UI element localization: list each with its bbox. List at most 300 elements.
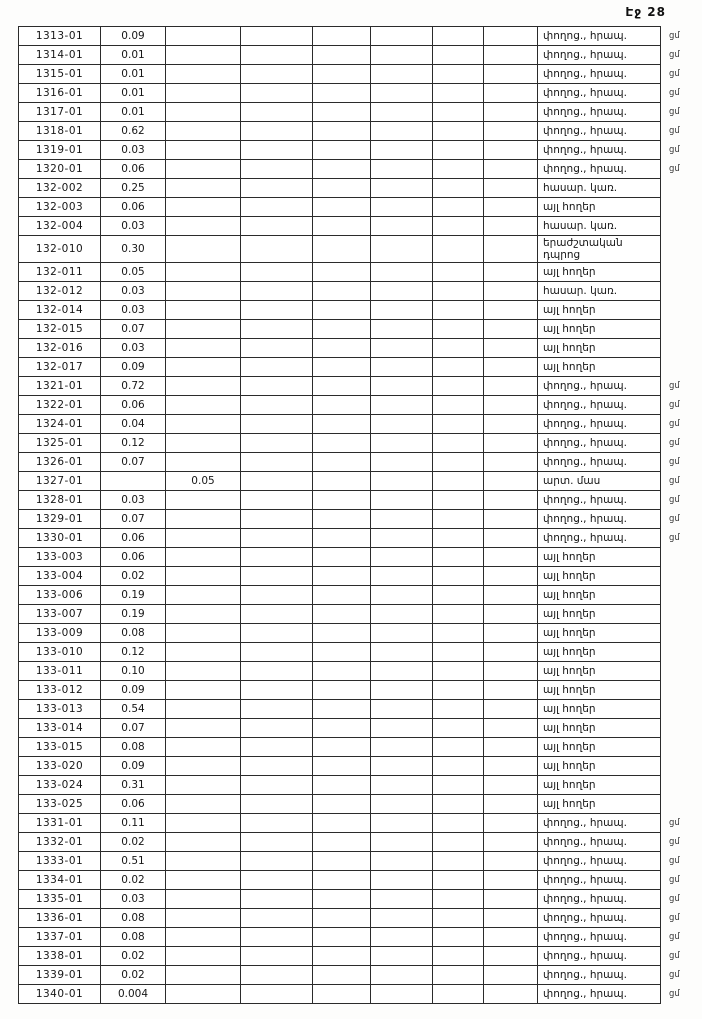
cell-empty-5 bbox=[484, 738, 538, 757]
cell-empty-3 bbox=[371, 947, 433, 966]
cell-area-value-alt bbox=[166, 491, 241, 510]
cell-parcel-code: 1328-01 bbox=[19, 491, 101, 510]
cell-empty-5 bbox=[484, 947, 538, 966]
cell-empty-2 bbox=[313, 738, 371, 757]
cell-land-use: փողոց., հրապ. bbox=[538, 434, 661, 453]
table-row bbox=[19, 27, 701, 46]
cell-area-value-alt bbox=[166, 434, 241, 453]
cell-parcel-code: 133-013 bbox=[19, 700, 101, 719]
table-row bbox=[19, 198, 701, 217]
cell-land-use: այլ հողեր bbox=[538, 719, 661, 738]
cell-empty-4 bbox=[433, 320, 484, 339]
cell-empty-1 bbox=[241, 472, 313, 491]
cell-empty-5 bbox=[484, 529, 538, 548]
cell-empty-4 bbox=[433, 160, 484, 179]
table-row bbox=[19, 472, 701, 491]
cell-land-use: հասար. կառ. bbox=[538, 179, 661, 198]
cell-area-value: 0.07 bbox=[101, 510, 166, 529]
cell-empty-2 bbox=[313, 567, 371, 586]
cell-land-use: այլ հողեր bbox=[538, 643, 661, 662]
cell-area-value: 0.01 bbox=[101, 65, 166, 84]
cell-empty-5 bbox=[484, 103, 538, 122]
cell-area-value: 0.09 bbox=[101, 358, 166, 377]
cell-empty-1 bbox=[241, 909, 313, 928]
cell-empty-1 bbox=[241, 567, 313, 586]
cell-land-use: փողոց., հրապ. bbox=[538, 453, 661, 472]
cell-land-use: փողոց., հրապ. bbox=[538, 947, 661, 966]
cell-empty-2 bbox=[313, 320, 371, 339]
cell-area-value: 0.02 bbox=[101, 966, 166, 985]
cell-empty-1 bbox=[241, 415, 313, 434]
table-row bbox=[19, 236, 701, 263]
cell-area-value: 0.12 bbox=[101, 643, 166, 662]
cell-empty-1 bbox=[241, 624, 313, 643]
cell-empty-1 bbox=[241, 198, 313, 217]
cell-parcel-code: 133-006 bbox=[19, 586, 101, 605]
margin-note: ցմ bbox=[669, 69, 680, 79]
cell-empty-2 bbox=[313, 795, 371, 814]
table-row bbox=[19, 415, 701, 434]
cell-empty-5 bbox=[484, 833, 538, 852]
cell-empty-3 bbox=[371, 320, 433, 339]
cell-area-value: 0.03 bbox=[101, 491, 166, 510]
cell-area-value: 0.03 bbox=[101, 217, 166, 236]
margin-note bbox=[661, 567, 701, 586]
table-row bbox=[19, 320, 701, 339]
cell-parcel-code: 1315-01 bbox=[19, 65, 101, 84]
cell-empty-5 bbox=[484, 795, 538, 814]
cell-empty-4 bbox=[433, 738, 484, 757]
cell-area-value-alt bbox=[166, 814, 241, 833]
table-row bbox=[19, 624, 701, 643]
cell-empty-4 bbox=[433, 529, 484, 548]
cell-empty-5 bbox=[484, 985, 538, 1004]
cell-land-use: այլ հողեր bbox=[538, 757, 661, 776]
cell-empty-5 bbox=[484, 160, 538, 179]
cell-empty-2 bbox=[313, 217, 371, 236]
cell-empty-4 bbox=[433, 871, 484, 890]
cell-area-value-alt bbox=[166, 415, 241, 434]
cell-empty-4 bbox=[433, 643, 484, 662]
cell-area-value-alt bbox=[166, 103, 241, 122]
margin-note bbox=[661, 700, 701, 719]
table-row bbox=[19, 833, 701, 852]
table-row bbox=[19, 46, 701, 65]
cell-parcel-code: 133-004 bbox=[19, 567, 101, 586]
cell-empty-1 bbox=[241, 282, 313, 301]
cell-empty-3 bbox=[371, 491, 433, 510]
cell-empty-5 bbox=[484, 282, 538, 301]
cell-empty-1 bbox=[241, 548, 313, 567]
cell-parcel-code: 1334-01 bbox=[19, 871, 101, 890]
cell-empty-1 bbox=[241, 662, 313, 681]
table-row bbox=[19, 871, 701, 890]
cell-empty-1 bbox=[241, 217, 313, 236]
cell-empty-4 bbox=[433, 719, 484, 738]
cell-empty-2 bbox=[313, 624, 371, 643]
margin-note bbox=[661, 662, 701, 681]
table-row bbox=[19, 510, 701, 529]
cell-empty-1 bbox=[241, 160, 313, 179]
cell-empty-2 bbox=[313, 776, 371, 795]
cell-empty-1 bbox=[241, 947, 313, 966]
cell-land-use: այլ հողեր bbox=[538, 586, 661, 605]
cell-area-value-alt bbox=[166, 141, 241, 160]
cell-area-value: 0.08 bbox=[101, 738, 166, 757]
cell-parcel-code: 133-007 bbox=[19, 605, 101, 624]
cell-parcel-code: 132-014 bbox=[19, 301, 101, 320]
cell-empty-4 bbox=[433, 776, 484, 795]
cell-empty-1 bbox=[241, 719, 313, 738]
cell-parcel-code: 132-015 bbox=[19, 320, 101, 339]
cell-empty-1 bbox=[241, 795, 313, 814]
cell-empty-3 bbox=[371, 890, 433, 909]
cell-land-use: այլ հողեր bbox=[538, 198, 661, 217]
margin-note bbox=[661, 757, 701, 776]
cell-empty-4 bbox=[433, 65, 484, 84]
margin-note: ցմ bbox=[669, 495, 680, 505]
cell-empty-5 bbox=[484, 757, 538, 776]
margin-note: ցմ bbox=[669, 107, 680, 117]
cell-empty-5 bbox=[484, 396, 538, 415]
cell-area-value: 0.12 bbox=[101, 434, 166, 453]
cell-land-use: փողոց., հրապ. bbox=[538, 890, 661, 909]
cell-empty-2 bbox=[313, 122, 371, 141]
cell-land-use: փողոց., հրապ. bbox=[538, 27, 661, 46]
cell-empty-4 bbox=[433, 358, 484, 377]
cell-area-value: 0.08 bbox=[101, 909, 166, 928]
cell-land-use: հասար. կառ. bbox=[538, 217, 661, 236]
cell-empty-1 bbox=[241, 510, 313, 529]
cell-land-use: այլ հողեր bbox=[538, 567, 661, 586]
table-row bbox=[19, 434, 701, 453]
cell-land-use: փողոց., հրապ. bbox=[538, 928, 661, 947]
cell-empty-1 bbox=[241, 966, 313, 985]
cell-parcel-code: 1330-01 bbox=[19, 529, 101, 548]
cell-parcel-code: 132-016 bbox=[19, 339, 101, 358]
margin-note: ցմ bbox=[669, 875, 680, 885]
cell-empty-2 bbox=[313, 605, 371, 624]
cell-area-value: 0.03 bbox=[101, 301, 166, 320]
cell-parcel-code: 132-004 bbox=[19, 217, 101, 236]
cell-empty-1 bbox=[241, 65, 313, 84]
cell-empty-1 bbox=[241, 871, 313, 890]
cell-land-use: այլ հողեր bbox=[538, 662, 661, 681]
margin-note: ցմ bbox=[669, 913, 680, 923]
margin-note: ցմ bbox=[669, 970, 680, 980]
cell-empty-2 bbox=[313, 890, 371, 909]
cell-area-value-alt bbox=[166, 966, 241, 985]
cell-empty-2 bbox=[313, 491, 371, 510]
cell-parcel-code: 1313-01 bbox=[19, 27, 101, 46]
table-row bbox=[19, 643, 701, 662]
cell-area-value-alt bbox=[166, 605, 241, 624]
cell-empty-3 bbox=[371, 377, 433, 396]
cell-area-value-alt bbox=[166, 681, 241, 700]
cell-parcel-code: 1314-01 bbox=[19, 46, 101, 65]
table-row bbox=[19, 909, 701, 928]
cell-empty-4 bbox=[433, 103, 484, 122]
cell-empty-5 bbox=[484, 776, 538, 795]
cell-empty-1 bbox=[241, 605, 313, 624]
cell-empty-5 bbox=[484, 643, 538, 662]
cell-area-value-alt bbox=[166, 757, 241, 776]
cell-area-value-alt bbox=[166, 46, 241, 65]
cell-empty-2 bbox=[313, 814, 371, 833]
cell-parcel-code: 133-010 bbox=[19, 643, 101, 662]
cell-area-value: 0.25 bbox=[101, 179, 166, 198]
cell-area-value: 0.08 bbox=[101, 928, 166, 947]
cell-area-value: 0.01 bbox=[101, 103, 166, 122]
table-row bbox=[19, 396, 701, 415]
cell-empty-3 bbox=[371, 757, 433, 776]
margin-note bbox=[661, 339, 701, 358]
cell-empty-3 bbox=[371, 453, 433, 472]
cell-parcel-code: 1317-01 bbox=[19, 103, 101, 122]
cell-empty-1 bbox=[241, 852, 313, 871]
cell-empty-1 bbox=[241, 453, 313, 472]
cell-empty-5 bbox=[484, 377, 538, 396]
cell-empty-4 bbox=[433, 339, 484, 358]
cell-empty-2 bbox=[313, 396, 371, 415]
cell-empty-3 bbox=[371, 795, 433, 814]
cell-parcel-code: 1340-01 bbox=[19, 985, 101, 1004]
cell-empty-4 bbox=[433, 46, 484, 65]
table-row bbox=[19, 985, 701, 1004]
cell-parcel-code: 133-025 bbox=[19, 795, 101, 814]
margin-note bbox=[661, 776, 701, 795]
cell-empty-3 bbox=[371, 434, 433, 453]
cell-land-use: փողոց., հրապ. bbox=[538, 415, 661, 434]
cell-land-use: այլ հողեր bbox=[538, 320, 661, 339]
cell-area-value-alt bbox=[166, 282, 241, 301]
cell-area-value: 0.07 bbox=[101, 320, 166, 339]
cell-area-value-alt bbox=[166, 65, 241, 84]
cell-land-use: փողոց., հրապ. bbox=[538, 84, 661, 103]
cell-empty-3 bbox=[371, 301, 433, 320]
cell-area-value bbox=[101, 472, 166, 491]
cell-empty-3 bbox=[371, 814, 433, 833]
cell-empty-1 bbox=[241, 339, 313, 358]
cell-area-value: 0.05 bbox=[101, 263, 166, 282]
cell-area-value-alt bbox=[166, 985, 241, 1004]
margin-note: ցմ bbox=[669, 419, 680, 429]
cell-empty-2 bbox=[313, 415, 371, 434]
cell-empty-4 bbox=[433, 282, 484, 301]
cell-empty-2 bbox=[313, 236, 371, 263]
cell-empty-2 bbox=[313, 510, 371, 529]
cell-area-value-alt bbox=[166, 510, 241, 529]
cell-empty-2 bbox=[313, 700, 371, 719]
cell-empty-1 bbox=[241, 700, 313, 719]
table-row bbox=[19, 491, 701, 510]
cell-area-value: 0.09 bbox=[101, 27, 166, 46]
table-row bbox=[19, 122, 701, 141]
cell-empty-5 bbox=[484, 567, 538, 586]
cell-parcel-code: 1337-01 bbox=[19, 928, 101, 947]
cell-parcel-code: 1316-01 bbox=[19, 84, 101, 103]
cell-area-value-alt bbox=[166, 909, 241, 928]
cell-land-use: փողոց., հրապ. bbox=[538, 852, 661, 871]
cell-land-use: այլ հողեր bbox=[538, 795, 661, 814]
table-body bbox=[19, 27, 701, 1004]
cell-parcel-code: 1322-01 bbox=[19, 396, 101, 415]
cell-empty-2 bbox=[313, 339, 371, 358]
cell-empty-5 bbox=[484, 890, 538, 909]
cell-empty-1 bbox=[241, 141, 313, 160]
cell-empty-2 bbox=[313, 27, 371, 46]
cell-area-value: 0.07 bbox=[101, 719, 166, 738]
margin-note bbox=[661, 320, 701, 339]
cell-area-value: 0.09 bbox=[101, 681, 166, 700]
cell-empty-1 bbox=[241, 643, 313, 662]
cell-parcel-code: 132-017 bbox=[19, 358, 101, 377]
cell-empty-4 bbox=[433, 472, 484, 491]
cell-empty-4 bbox=[433, 141, 484, 160]
table-row bbox=[19, 719, 701, 738]
margin-note: ցմ bbox=[669, 145, 680, 155]
table-row bbox=[19, 377, 701, 396]
cell-area-value-alt bbox=[166, 776, 241, 795]
cell-empty-2 bbox=[313, 529, 371, 548]
cell-area-value: 0.07 bbox=[101, 453, 166, 472]
margin-note: ցմ bbox=[669, 894, 680, 904]
cell-empty-3 bbox=[371, 198, 433, 217]
cell-empty-5 bbox=[484, 301, 538, 320]
cell-area-value: 0.03 bbox=[101, 890, 166, 909]
cell-empty-3 bbox=[371, 643, 433, 662]
cell-empty-3 bbox=[371, 339, 433, 358]
cell-land-use: փողոց., հրապ. bbox=[538, 377, 661, 396]
cell-area-value: 0.02 bbox=[101, 833, 166, 852]
cell-empty-2 bbox=[313, 852, 371, 871]
cell-area-value: 0.01 bbox=[101, 84, 166, 103]
cell-area-value-alt bbox=[166, 217, 241, 236]
cell-empty-4 bbox=[433, 122, 484, 141]
margin-note: ցմ bbox=[669, 476, 680, 486]
cell-area-value-alt bbox=[166, 320, 241, 339]
cell-area-value-alt bbox=[166, 377, 241, 396]
cell-parcel-code: 1331-01 bbox=[19, 814, 101, 833]
cell-parcel-code: 1327-01 bbox=[19, 472, 101, 491]
cell-empty-2 bbox=[313, 103, 371, 122]
table-row bbox=[19, 928, 701, 947]
cell-empty-3 bbox=[371, 236, 433, 263]
cell-empty-5 bbox=[484, 179, 538, 198]
cell-parcel-code: 132-003 bbox=[19, 198, 101, 217]
cell-empty-5 bbox=[484, 65, 538, 84]
cell-empty-2 bbox=[313, 985, 371, 1004]
cell-empty-5 bbox=[484, 852, 538, 871]
margin-note: ցմ bbox=[669, 88, 680, 98]
cell-area-value-alt bbox=[166, 396, 241, 415]
cell-empty-2 bbox=[313, 947, 371, 966]
cell-area-value: 0.06 bbox=[101, 548, 166, 567]
cell-empty-1 bbox=[241, 46, 313, 65]
cell-empty-5 bbox=[484, 871, 538, 890]
cell-area-value-alt bbox=[166, 198, 241, 217]
cell-empty-4 bbox=[433, 217, 484, 236]
cell-empty-3 bbox=[371, 833, 433, 852]
cell-parcel-code: 1321-01 bbox=[19, 377, 101, 396]
cell-land-use: այլ հողեր bbox=[538, 681, 661, 700]
cell-empty-5 bbox=[484, 491, 538, 510]
cell-empty-4 bbox=[433, 236, 484, 263]
cell-empty-3 bbox=[371, 662, 433, 681]
cell-empty-2 bbox=[313, 358, 371, 377]
cell-empty-1 bbox=[241, 529, 313, 548]
margin-note: ցմ bbox=[669, 856, 680, 866]
cell-parcel-code: 133-011 bbox=[19, 662, 101, 681]
cell-empty-3 bbox=[371, 510, 433, 529]
cell-parcel-code: 133-014 bbox=[19, 719, 101, 738]
margin-note bbox=[661, 738, 701, 757]
cell-empty-1 bbox=[241, 491, 313, 510]
cell-empty-4 bbox=[433, 510, 484, 529]
cell-area-value: 0.06 bbox=[101, 795, 166, 814]
cell-parcel-code: 132-012 bbox=[19, 282, 101, 301]
cell-parcel-code: 1324-01 bbox=[19, 415, 101, 434]
cell-area-value-alt bbox=[166, 643, 241, 662]
margin-note bbox=[661, 301, 701, 320]
margin-note bbox=[661, 236, 701, 263]
cell-empty-2 bbox=[313, 160, 371, 179]
cell-parcel-code: 132-010 bbox=[19, 236, 101, 263]
cell-land-use: փողոց., հրապ. bbox=[538, 833, 661, 852]
cell-area-value-alt bbox=[166, 586, 241, 605]
cell-parcel-code: 1335-01 bbox=[19, 890, 101, 909]
cell-empty-5 bbox=[484, 84, 538, 103]
cell-empty-4 bbox=[433, 985, 484, 1004]
cell-empty-4 bbox=[433, 434, 484, 453]
table-row bbox=[19, 339, 701, 358]
cell-empty-1 bbox=[241, 985, 313, 1004]
cell-empty-4 bbox=[433, 833, 484, 852]
cell-empty-3 bbox=[371, 567, 433, 586]
cell-empty-5 bbox=[484, 928, 538, 947]
cell-empty-4 bbox=[433, 415, 484, 434]
cell-empty-2 bbox=[313, 453, 371, 472]
cell-area-value-alt bbox=[166, 890, 241, 909]
table-row bbox=[19, 358, 701, 377]
cell-area-value-alt bbox=[166, 529, 241, 548]
cell-empty-5 bbox=[484, 700, 538, 719]
cell-empty-3 bbox=[371, 871, 433, 890]
cell-empty-2 bbox=[313, 928, 371, 947]
cell-land-use: այլ հողեր bbox=[538, 605, 661, 624]
cell-empty-3 bbox=[371, 852, 433, 871]
cell-empty-5 bbox=[484, 27, 538, 46]
cell-land-use: հասար. կառ. bbox=[538, 282, 661, 301]
margin-note: ցմ bbox=[669, 818, 680, 828]
cell-empty-2 bbox=[313, 84, 371, 103]
cell-empty-3 bbox=[371, 263, 433, 282]
cell-empty-1 bbox=[241, 814, 313, 833]
table-row bbox=[19, 852, 701, 871]
cell-empty-2 bbox=[313, 263, 371, 282]
margin-note bbox=[661, 263, 701, 282]
cell-empty-3 bbox=[371, 529, 433, 548]
cell-land-use: այլ հողեր bbox=[538, 624, 661, 643]
cell-area-value: 0.02 bbox=[101, 567, 166, 586]
cell-empty-5 bbox=[484, 548, 538, 567]
cell-empty-2 bbox=[313, 757, 371, 776]
cell-parcel-code: 1338-01 bbox=[19, 947, 101, 966]
cell-empty-1 bbox=[241, 179, 313, 198]
margin-note: ցմ bbox=[669, 514, 680, 524]
cell-empty-3 bbox=[371, 282, 433, 301]
cell-area-value-alt bbox=[166, 871, 241, 890]
